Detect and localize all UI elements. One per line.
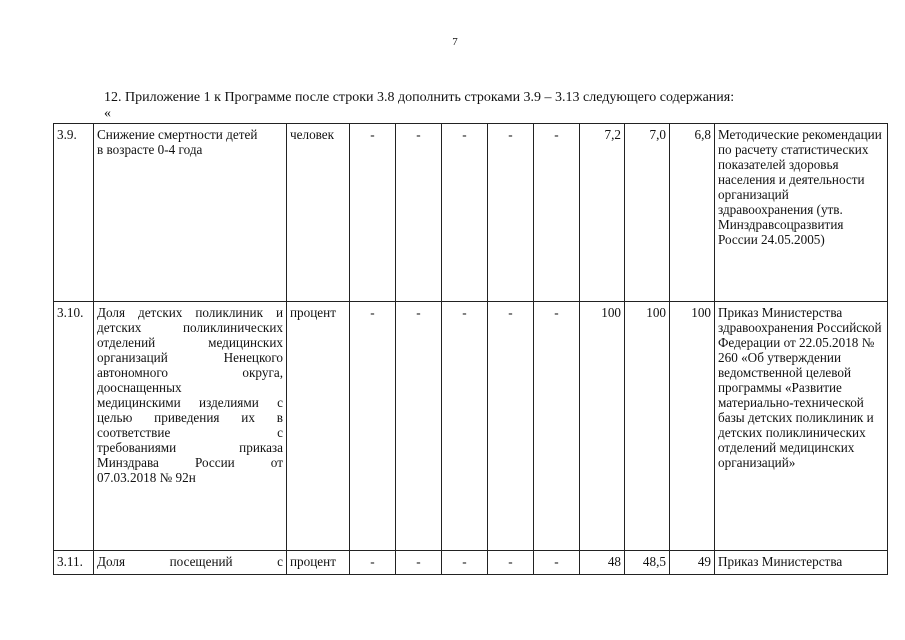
value-cell: 6,8 (670, 124, 715, 302)
amendment-intro-text: 12. Приложение 1 к Программе после строки 3.8 дополнить строками 3.9 – 3.13 следующего содержания: (104, 90, 735, 105)
value-cell: - (534, 302, 580, 551)
value-cell: - (350, 551, 396, 575)
value-cell: - (442, 302, 488, 551)
value-cell: 100 (670, 302, 715, 551)
value-cell: - (350, 124, 396, 302)
value-cell: - (488, 551, 534, 575)
indicator-name-line: соответствие с (97, 425, 283, 440)
indicator-name-line: автономного округа, (97, 365, 283, 380)
value-cell: - (488, 124, 534, 302)
indicator-name-line: Доля посещений с (97, 554, 283, 569)
value-cell: 100 (625, 302, 670, 551)
program-indicators-table (53, 123, 888, 575)
indicator-name-line: организаций Ненецкого (97, 350, 283, 365)
source-document-cell: Приказ Министерства здравоохранения Российской Федерации от 22.05.2018 № 260 «Об утверждении ведомственной целевой программы «Развитие материально-технической базы детских поликлиник и детских поликлинических отделений медицинских организаций» (715, 302, 888, 551)
table-row (54, 124, 888, 302)
value-cell: 100 (580, 302, 625, 551)
value-cell: - (442, 124, 488, 302)
value-cell: - (534, 551, 580, 575)
indicator-name-line: в возрасте 0-4 года (97, 142, 203, 157)
indicator-name (94, 551, 287, 575)
indicator-name (94, 124, 287, 302)
indicator-name (94, 302, 287, 551)
value-cell: - (350, 302, 396, 551)
table-row (54, 302, 888, 551)
opening-quote: « (104, 106, 111, 121)
value-cell: - (442, 551, 488, 575)
table-row (54, 551, 888, 575)
row-number: 3.9. (54, 124, 94, 302)
value-cell: - (534, 124, 580, 302)
indicator-name-line: Снижение смертности детей (97, 127, 258, 142)
indicator-name-line: отделений медицинских (97, 335, 283, 350)
value-cell: 49 (670, 551, 715, 575)
value-cell: - (488, 302, 534, 551)
indicator-name-line: Минздрава России от (97, 455, 283, 470)
indicator-name-line: дооснащенных (97, 380, 182, 395)
indicator-name-line: детских поликлинических (97, 320, 283, 335)
indicator-name-line: целью приведения их в (97, 410, 283, 425)
unit-cell: процент (287, 302, 350, 551)
value-cell: 7,2 (580, 124, 625, 302)
indicator-name-line: медицинскими изделиями с (97, 395, 283, 410)
value-cell: - (396, 551, 442, 575)
source-document-cell: Методические рекомендации по расчету статистических показателей здоровья населения и деятельности организаций здравоохранения (утв. Минздравсоцразвития России 24.05.2005) (715, 124, 888, 302)
unit-cell: человек (287, 124, 350, 302)
unit-cell: процент (287, 551, 350, 575)
value-cell: - (396, 124, 442, 302)
row-number: 3.11. (54, 551, 94, 575)
indicator-name-line: Доля детских поликлиник и (97, 305, 283, 320)
value-cell: 7,0 (625, 124, 670, 302)
value-cell: 48 (580, 551, 625, 575)
value-cell: 48,5 (625, 551, 670, 575)
page-number: 7 (452, 36, 458, 48)
row-number: 3.10. (54, 302, 94, 551)
value-cell: - (396, 302, 442, 551)
indicator-name-line: 07.03.2018 № 92н (97, 470, 196, 485)
source-document-cell: Приказ Министерства (715, 551, 888, 575)
indicator-name-line: требованиями приказа (97, 440, 283, 455)
